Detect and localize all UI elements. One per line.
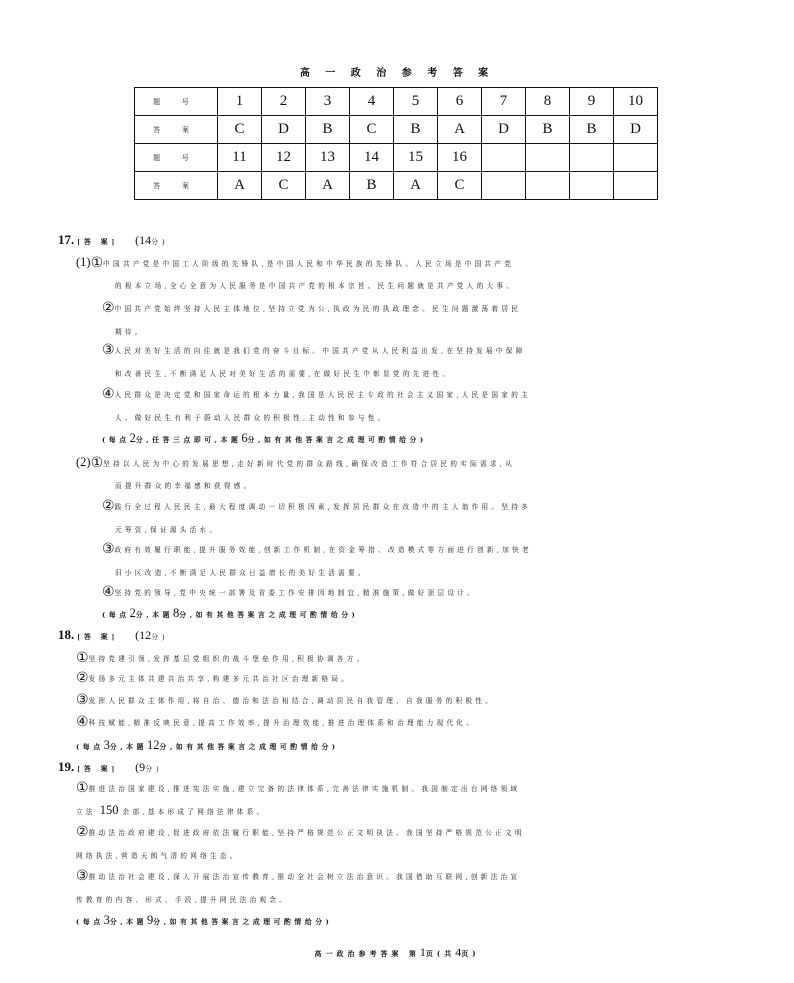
table-cell: 4 — [350, 88, 394, 116]
q17-p1-line3: ②中国共产党始终坚持人民主体地位,坚持立党为公,执政为民的执政理念。民生问题激荡着居民 — [102, 300, 522, 316]
table-cell: A — [438, 116, 482, 144]
q17-p1-comment: (每点2分,任答三点即可,本题6分,如有其他答案言之成理可酌情给分) — [102, 431, 427, 445]
table-cell: 2 — [262, 88, 306, 116]
q17-p1-line6: 和改善民生,不断满足人民对美好生活的需要,在做好民生中彰显党的先进性。 — [115, 370, 453, 378]
q18-comment: (每点3分,本题12分,如有其他答案言之成理可酌情给分) — [76, 738, 339, 752]
table-cell — [526, 172, 570, 200]
table-cell: B — [526, 116, 570, 144]
table-cell — [614, 172, 658, 200]
q17-p1-line7: ④人民群众是决定党和国家命运的根本力量,我国是人民民主专政的社会主义国家,人民是国家的主 — [102, 386, 531, 402]
table-cell: 15 — [394, 144, 438, 172]
q19-line1: ①推进法治国家建设,推进宪法实施,建立完备的法律体系,完善法律实施机制。我国制定出台网络领域 — [76, 780, 521, 796]
table-cell: 13 — [306, 144, 350, 172]
table-cell — [614, 144, 658, 172]
table-cell: 6 — [438, 88, 482, 116]
q19-line5: ③推动法治社会建设,深入开展法治宣传教育,推动全社会树立法治意识。我国借助互联网,创新法治宣 — [76, 868, 521, 884]
table-cell: 1 — [218, 88, 262, 116]
table-cell: B — [306, 116, 350, 144]
q18-line1: ①坚持党建引领,发挥基层党组织的战斗堡垒作用,积极协调各方。 — [76, 650, 367, 666]
q17-p1-line5: ③人民对美好生活的向往就是我们党的奋斗目标。中国共产党从人民利益出发,在坚持发展中保障 — [102, 342, 526, 358]
page-number: 1 — [419, 945, 426, 959]
table-cell — [482, 144, 526, 172]
table-cell: B — [570, 116, 614, 144]
table-cell: 5 — [394, 88, 438, 116]
q17-p2-line6: 旧小区改造,不断满足人民群众日益增长的美好生活需要。 — [115, 569, 368, 577]
table-cell: 11 — [218, 144, 262, 172]
table-row — [135, 144, 658, 172]
table-cell: B — [394, 116, 438, 144]
q17-p2-line2: 而提升群众的幸福感和获得感。 — [115, 482, 254, 490]
table-cell: A — [306, 172, 350, 200]
table-cell: A — [218, 172, 262, 200]
table-row — [135, 116, 658, 144]
table-cell: 8 — [526, 88, 570, 116]
table-cell: A — [394, 172, 438, 200]
table-cell — [570, 172, 614, 200]
table-cell: D — [614, 116, 658, 144]
row-header: 题 号 — [135, 144, 218, 172]
table-cell: C — [262, 172, 306, 200]
q17-p2-line3: ②践行全过程人民民主,最大程度调动一切积极因素,发挥居民群众在改造中的主人翁作用。坚持多 — [102, 498, 531, 514]
q17-header — [58, 232, 169, 248]
table-cell: C — [350, 116, 394, 144]
table-cell: 12 — [262, 144, 306, 172]
table-cell — [482, 172, 526, 200]
table-cell: 9 — [570, 88, 614, 116]
q17-score: (14分) — [135, 233, 169, 247]
q17-tag: [答 案] — [77, 238, 118, 246]
table-cell — [570, 144, 614, 172]
q17-number: 17. — [58, 232, 75, 247]
q17-p2-comment: (每点2分,本题8分,如有其他答案言之成理可酌情给分) — [102, 606, 359, 620]
table-row — [135, 88, 658, 116]
table-cell: 10 — [614, 88, 658, 116]
table-cell: 14 — [350, 144, 394, 172]
row-header: 题 号 — [135, 88, 218, 116]
table-row — [135, 172, 658, 200]
q19-line6: 传教育的内容、形式、手段,提升网民法治观念。 — [76, 896, 290, 904]
answer-table — [134, 87, 658, 200]
row-header: 答 案 — [135, 116, 218, 144]
q17-p2-line5: ③政府有效履行职能,提升服务效能,创新工作机制,在资金筹措、改造模式等方面进行创新,加快老 — [102, 541, 532, 557]
q18-line2: ②发扬多元主体共建共治共享,构建多元共治社区治理新格局。 — [76, 670, 352, 686]
q19-comment: (每点3分,本题9分,如有其他答案言之成理可酌情给分) — [76, 913, 333, 927]
table-cell — [526, 144, 570, 172]
table-cell: 7 — [482, 88, 526, 116]
q18-tag: [答 案] — [77, 633, 118, 641]
q19-score: (9分) — [135, 760, 163, 774]
table-cell: 3 — [306, 88, 350, 116]
q17-p1-line1: (1)①中国共产党是中国工人阶级的先锋队,是中国人民和中华民族的先锋队。人民立场是中国共产党 — [76, 255, 515, 271]
q17-p1-line8: 人。做好民生有利于蔚动人民群众的积极性,主动性和参与性。 — [115, 414, 388, 422]
q18-score: (12分) — [135, 628, 169, 642]
q18-number: 18. — [58, 627, 75, 642]
table-cell: D — [482, 116, 526, 144]
q19-header — [58, 759, 163, 775]
row-header: 答 案 — [135, 172, 218, 200]
table-cell: B — [350, 172, 394, 200]
q17-p1-line2: 的根本立场,全心全意为人民服务是中国共产党的根本宗旨。民生问题就是共产党人的大事。 — [115, 282, 517, 290]
q18-line4: ④科技赋能,精准反映民意,提高工作效率,提升治理效能,推进治理体系和治理能力现代化。 — [76, 714, 477, 730]
q17-p1-line4: 期待。 — [115, 328, 145, 336]
q17-p2-line4: 元筹资,保证源头活水。 — [115, 526, 220, 534]
q19-tag: [答 案] — [77, 765, 118, 773]
q19-line4: 网络执法,营造天朗气清的网络生态。 — [76, 852, 240, 860]
table-cell: D — [262, 116, 306, 144]
q17-p2-line7: ④坚持党的领导,党中央统一部署及省委工作安排因地制宜,精准施策,做好顶层设计。 — [102, 584, 478, 600]
q19-line2: 立法 150 余部,基本形成了网络法律体系。 — [76, 803, 267, 817]
page-total: 4 — [455, 945, 462, 959]
q19-line3: ②推动法治政府建设,促进政府依法履行职能,坚持严格规范公正文明执法。我国坚持严格规范公正文明 — [76, 824, 525, 840]
q19-number: 19. — [58, 759, 75, 774]
q18-header — [58, 627, 169, 643]
table-cell: C — [218, 116, 262, 144]
table-cell: C — [438, 172, 482, 200]
q18-line3: ③发挥人民群众主体作用,将自治、德治和法治相结合,调动居民自我管理、自我服务的积极性。 — [76, 692, 496, 708]
page-footer: 高一政治参考答案 第1页(共4页) — [314, 945, 480, 959]
table-cell: 16 — [438, 144, 482, 172]
q17-p2-line1: (2)①坚持以人民为中心的发展思想,走好新时代党的群众路线,确保改造工作符合居民的实际需求,从 — [76, 455, 516, 471]
page-title: 高 一 政 治 参 考 答 案 — [299, 68, 495, 79]
